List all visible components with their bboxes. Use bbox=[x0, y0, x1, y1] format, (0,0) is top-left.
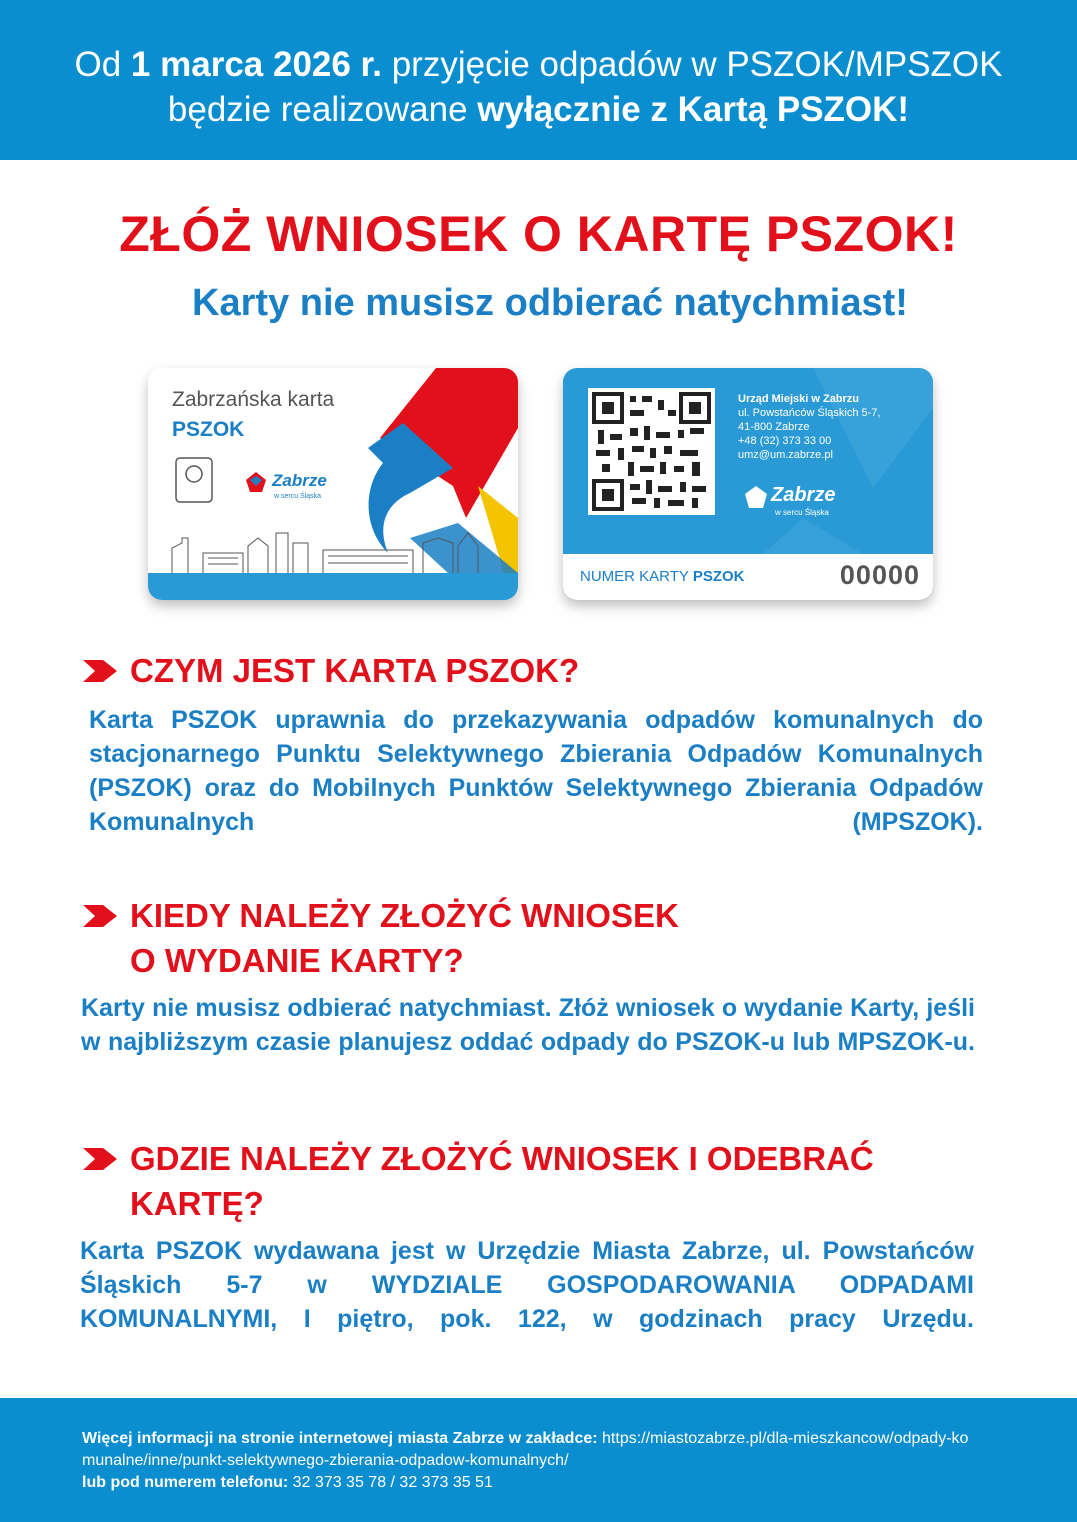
qr-code-icon bbox=[588, 388, 715, 515]
card-back-image bbox=[563, 368, 933, 600]
footer-lead: Więcej informacji na stronie internetowej miasta Zabrze w zakładce: bbox=[82, 1430, 598, 1447]
footer-banner bbox=[0, 1398, 1077, 1522]
chevron-right-icon bbox=[83, 905, 117, 927]
banner-date: 1 marca 2026 r. bbox=[130, 45, 382, 84]
footer-link[interactable]: https://miastozabrze.pl/dla-mieszkancow/odpady-komunalne/inne/punkt-selektywnego-zbierania-odpadow-komunalnych/ bbox=[82, 1430, 969, 1469]
address-line: umz@um.zabrze.pl bbox=[738, 449, 833, 461]
footer-phones: 32 373 35 78 / 32 373 35 51 bbox=[292, 1474, 493, 1491]
card-number-label-text: NUMER KARTY bbox=[580, 568, 689, 585]
banner-text: przyjęcie odpadów w PSZOK/MPSZOK bbox=[381, 45, 1003, 84]
section-heading-text: CZYM JEST KARTA PSZOK? bbox=[130, 652, 580, 689]
card-front-subtitle: PSZOK bbox=[172, 418, 245, 441]
address-line: Urząd Miejski w Zabrzu bbox=[738, 393, 860, 405]
banner-line-1 bbox=[0, 42, 1077, 87]
banner-text: Od bbox=[74, 45, 131, 84]
footer-text bbox=[82, 1428, 972, 1494]
section-heading-text: O WYDANIE KARTY? bbox=[130, 942, 464, 979]
address-line: ul. Powstańców Śląskich 5-7, bbox=[738, 407, 881, 419]
section-heading-text: KARTĘ? bbox=[130, 1185, 264, 1222]
section-heading-text: KIEDY NALEŻY ZŁOŻYĆ WNIOSEK bbox=[130, 897, 679, 934]
banner-text: będzie realizowane bbox=[167, 90, 478, 129]
card-number: 00000 bbox=[839, 560, 920, 590]
banner-line-2 bbox=[0, 87, 1077, 132]
card-back-logo-text: Zabrze bbox=[771, 484, 836, 506]
card-back-address bbox=[738, 392, 880, 462]
chevron-right-icon bbox=[83, 660, 117, 682]
card-front-logo-tagline: w sercu Śląska bbox=[274, 493, 322, 500]
section-body-1: Karta PSZOK uprawnia do przekazywania odpadów komunalnych do stacjonarnego Punktu Selektywnego Zbierania Odpadów Komunalnych (PSZOK) oraz do Mobilnych Punktów Selektywnego Zbierania Odpadów Komunalnych (MPSZOK). bbox=[89, 706, 983, 836]
zabrze-logo-icon bbox=[741, 482, 771, 512]
section-body-2: Karty nie musisz odbierać natychmiast. Złóż wniosek o wydanie Karty, jeśli w najbliższym czasie planujesz oddać odpady do PSZOK-u lub MPSZOK-u. bbox=[81, 994, 975, 1056]
card-number-label-bold: PSZOK bbox=[692, 568, 745, 585]
card-back-logo-tagline: w sercu Śląska bbox=[775, 508, 829, 517]
address-line: 41-800 Zabrze bbox=[738, 421, 810, 433]
page-headline: ZŁÓŻ WNIOSEK O KARTĘ PSZOK! bbox=[119, 206, 958, 262]
top-banner bbox=[0, 0, 1077, 160]
card-front-title: Zabrzańska karta bbox=[172, 388, 335, 411]
card-number-strip bbox=[563, 554, 933, 600]
banner-emphasis: wyłącznie z Kartą PSZOK! bbox=[477, 90, 910, 129]
footer-phone-label: lub pod numerem telefonu: bbox=[82, 1474, 289, 1491]
address-line: +48 (32) 373 33 00 bbox=[738, 435, 832, 447]
page-subheadline: Karty nie musisz odbierać natychmiast! bbox=[192, 282, 908, 324]
card-front-logo-text: Zabrze bbox=[272, 471, 327, 490]
card-front-image bbox=[148, 368, 518, 600]
section-heading-text: GDZIE NALEŻY ZŁOŻYĆ WNIOSEK I ODEBRAĆ bbox=[130, 1140, 874, 1177]
section-body-3: Karta PSZOK wydawana jest w Urzędzie Miasta Zabrze, ul. Powstańców Śląskich 5-7 w WYDZIALE GOSPODAROWANIA ODPADAMI KOMUNALNYMI, I piętro, pok. 122, w godzinach pracy Urzędu. bbox=[80, 1237, 974, 1333]
chevron-right-icon bbox=[83, 1148, 117, 1170]
card-number-label bbox=[580, 568, 745, 585]
